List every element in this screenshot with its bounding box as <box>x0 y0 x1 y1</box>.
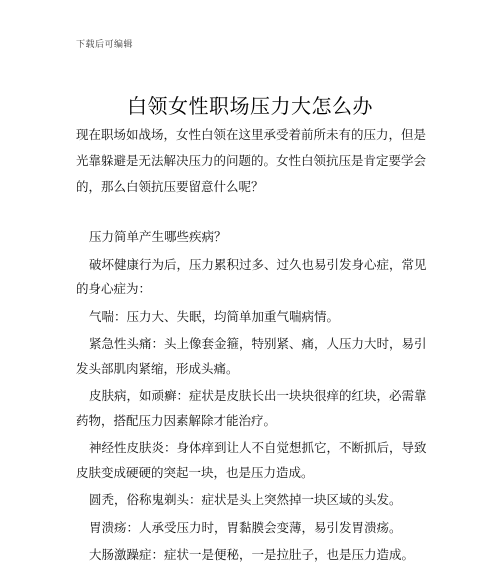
paragraph-skin-disease: 皮肤病，如顽癣：症状是皮肤长出一块块很痒的红块，必需靠药物，搭配压力因素解除才能治疗。 <box>76 388 427 428</box>
body-section <box>76 225 432 565</box>
document-title: 白领女性职场压力大怎么办 <box>127 94 373 119</box>
paragraph-alopecia: 圆秃，俗称鬼剃头：症状是头上突然掉一块区域的头发。 <box>89 492 402 507</box>
intro-paragraph: 现在职场如战场，女性白领在这里承受着前所未有的压力，但是光靠躲避是无法解决压力的问题的。女性白领抗压是肯定要学会的，那么白领抗压要留意什么呢？ <box>76 127 427 194</box>
paragraph-ibs: 大肠激躁症：症状一是便秘，一是拉肚子，也是压力造成。 <box>89 547 415 562</box>
paragraph-asthma: 气喘：压力大、失眠，均简单加重气喘病情。 <box>89 308 340 324</box>
header-note: 下载后可编辑 <box>76 40 134 50</box>
paragraph-neurodermatitis: 神经性皮肤炎：身体痒到让人不自觉想抓它，不断抓后，导致皮肤变成硬硬的突起一块，也是压力造成。 <box>76 440 427 480</box>
paragraph-overview: 破坏健康行为后，压力累积过多、过久也易引发身心症，常见的身心症为： <box>76 256 427 296</box>
paragraph-tension-headache: 紧急性头痛：头上像套金箍，特别紧、痛，人压力大时，易引发头部肌肉紧缩，形成头痛。 <box>76 336 427 376</box>
paragraph-gastric-ulcer: 胃溃疡：人承受压力时，胃黏膜会变薄，易引发胃溃疡。 <box>89 519 402 535</box>
paragraph-question: 压力简单产生哪些疾病？ <box>89 229 227 244</box>
